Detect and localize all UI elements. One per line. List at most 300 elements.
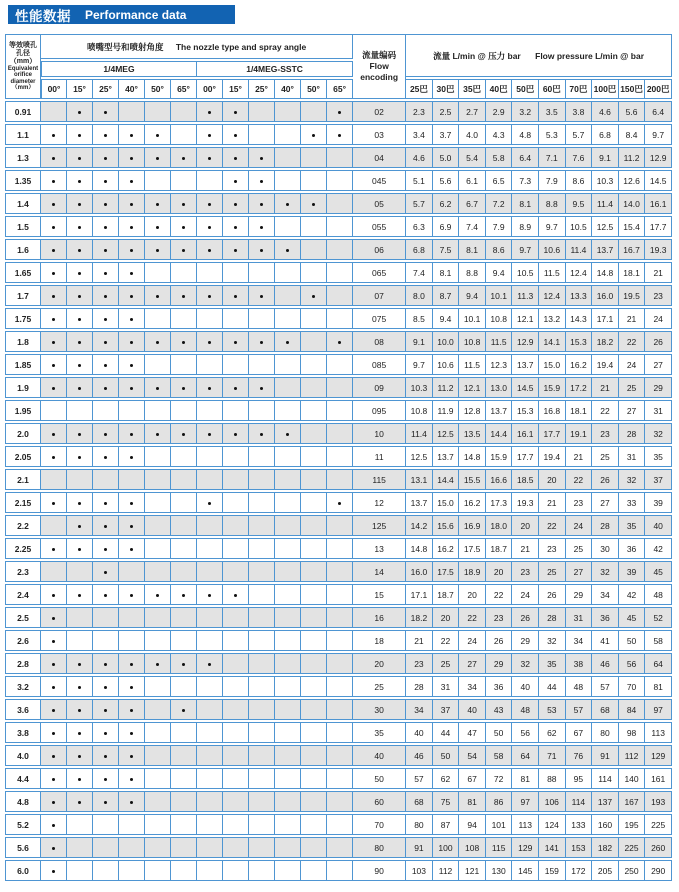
angle-availability-cell — [327, 768, 353, 789]
availability-dot — [104, 180, 107, 183]
angle-availability-cell — [67, 170, 93, 191]
angle-availability-cell — [275, 768, 301, 789]
flow-value-cell: 18.1 — [619, 262, 646, 283]
flow-value-cell: 32 — [619, 469, 646, 490]
angle-availability-cell — [327, 745, 353, 766]
flow-value-cell: 21 — [539, 492, 566, 513]
angle-availability-cell — [67, 814, 93, 835]
availability-dot — [130, 433, 133, 436]
flow-value-cell: 21 — [566, 446, 593, 467]
angle-availability-cell — [249, 745, 275, 766]
angle-availability-cell — [197, 791, 223, 812]
angle-availability-cell — [119, 791, 145, 812]
flow-value-cell: 159 — [539, 860, 566, 881]
angle-availability-cell — [301, 147, 327, 168]
flow-value-cell: 13.7 — [406, 492, 433, 513]
angle-availability-cell — [67, 423, 93, 444]
flow-value-cell: 8.9 — [512, 216, 539, 237]
availability-dot — [234, 134, 237, 137]
flow-value-cell: 48 — [512, 699, 539, 720]
angle-availability-cell — [145, 400, 171, 421]
availability-dot — [156, 594, 159, 597]
availability-dot — [234, 295, 237, 298]
angle-availability-cell — [301, 515, 327, 536]
angle-availability-cell — [41, 538, 67, 559]
flow-value-cell: 11.4 — [406, 423, 433, 444]
flow-value-cell: 39 — [645, 492, 672, 513]
angle-availability-cell — [145, 308, 171, 329]
availability-dot — [234, 249, 237, 252]
availability-dot — [130, 755, 133, 758]
flow-value-cell: 8.8 — [539, 193, 566, 214]
flow-value-cell: 5.6 — [619, 101, 646, 122]
availability-dot — [52, 617, 55, 620]
angle-availability-cell — [275, 515, 301, 536]
flow-value-cell: 3.2 — [512, 101, 539, 122]
angle-availability-cell — [275, 607, 301, 628]
angle-availability-cell — [171, 216, 197, 237]
angle-availability-cell — [145, 216, 171, 237]
flow-encoding-cell: 075 — [353, 308, 406, 329]
angle-availability-cell — [93, 446, 119, 467]
spray-angle-header: 40° — [275, 79, 301, 99]
angle-availability-cell — [93, 354, 119, 375]
flow-value-cell: 2.5 — [433, 101, 460, 122]
angle-availability-cell — [67, 101, 93, 122]
angle-availability-cell — [145, 607, 171, 628]
angle-availability-cell — [223, 446, 249, 467]
angle-availability-cell — [223, 653, 249, 674]
availability-dot — [182, 157, 185, 160]
availability-dot — [78, 364, 81, 367]
angle-availability-cell — [301, 722, 327, 743]
availability-dot — [130, 548, 133, 551]
orifice-diameter-cell: 0.91 — [5, 101, 41, 122]
angle-availability-cell — [93, 515, 119, 536]
angle-availability-cell — [301, 446, 327, 467]
angle-availability-cell — [301, 101, 327, 122]
angle-availability-cell — [301, 331, 327, 352]
angle-availability-cell — [119, 630, 145, 651]
availability-dot — [78, 525, 81, 528]
pressure-header: 40巴 — [486, 79, 513, 99]
angle-availability-cell — [41, 860, 67, 881]
angle-availability-cell — [197, 124, 223, 145]
availability-dot — [312, 134, 315, 137]
angle-availability-cell — [145, 262, 171, 283]
angle-availability-cell — [301, 699, 327, 720]
table-row — [5, 101, 672, 122]
angle-availability-cell — [223, 262, 249, 283]
flow-value-cell: 57 — [566, 699, 593, 720]
flow-value-cell: 81 — [645, 676, 672, 697]
flow-value-cell: 44 — [433, 722, 460, 743]
availability-dot — [208, 203, 211, 206]
angle-availability-cell — [93, 722, 119, 743]
flow-value-cell: 62 — [433, 768, 460, 789]
availability-dot — [234, 433, 237, 436]
flow-value-cell: 4.3 — [486, 124, 513, 145]
angle-availability-cell — [301, 124, 327, 145]
angle-availability-cell — [301, 860, 327, 881]
availability-dot — [338, 502, 341, 505]
flow-value-cell: 5.8 — [486, 147, 513, 168]
angle-availability-cell — [275, 653, 301, 674]
angle-availability-cell — [41, 101, 67, 122]
angle-availability-cell — [171, 492, 197, 513]
flow-value-cell: 130 — [486, 860, 513, 881]
angle-availability-cell — [197, 538, 223, 559]
table-row — [5, 400, 672, 421]
availability-dot — [52, 203, 55, 206]
availability-dot — [286, 203, 289, 206]
orifice-diameter-cell: 6.0 — [5, 860, 41, 881]
angle-availability-cell — [93, 860, 119, 881]
flow-value-cell: 87 — [433, 814, 460, 835]
flow-value-cell: 23 — [566, 492, 593, 513]
availability-dot — [156, 157, 159, 160]
flow-value-cell: 9.5 — [566, 193, 593, 214]
angle-availability-cell — [275, 584, 301, 605]
flow-value-cell: 12.1 — [512, 308, 539, 329]
angle-availability-cell — [197, 285, 223, 306]
section-title-bar — [8, 5, 235, 24]
spray-angle-header: 00° — [41, 79, 67, 99]
availability-dot — [156, 341, 159, 344]
flow-value-cell: 14.4 — [486, 423, 513, 444]
flow-value-cell: 101 — [486, 814, 513, 835]
angle-availability-cell — [275, 745, 301, 766]
section-title-zh: 性能数据 — [15, 8, 71, 24]
angle-availability-cell — [275, 239, 301, 260]
flow-encoding-cell: 06 — [353, 239, 406, 260]
flow-value-cell: 17.7 — [512, 446, 539, 467]
angle-availability-cell — [41, 170, 67, 191]
availability-dot — [104, 249, 107, 252]
flow-value-cell: 161 — [645, 768, 672, 789]
angle-availability-cell — [197, 331, 223, 352]
flow-value-cell: 86 — [486, 791, 513, 812]
angle-availability-cell — [145, 791, 171, 812]
availability-dot — [78, 203, 81, 206]
angle-availability-cell — [249, 101, 275, 122]
orifice-diameter-header-unit-zh: （mm） — [9, 57, 37, 65]
flow-value-cell: 40 — [512, 676, 539, 697]
flow-value-cell: 6.4 — [645, 101, 672, 122]
flow-value-cell: 2.7 — [459, 101, 486, 122]
angle-availability-cell — [67, 768, 93, 789]
angle-availability-cell — [249, 331, 275, 352]
flow-value-cell: 7.5 — [433, 239, 460, 260]
flow-value-cell: 71 — [539, 745, 566, 766]
angle-availability-cell — [327, 814, 353, 835]
availability-dot — [78, 157, 81, 160]
availability-dot — [130, 318, 133, 321]
flow-value-cell: 24 — [619, 354, 646, 375]
angle-availability-cell — [145, 193, 171, 214]
flow-value-cell: 6.1 — [459, 170, 486, 191]
angle-availability-cell — [171, 446, 197, 467]
availability-dot — [234, 226, 237, 229]
flow-value-cell: 115 — [486, 837, 513, 858]
flow-value-cell: 19.1 — [566, 423, 593, 444]
availability-dot — [182, 203, 185, 206]
angle-availability-cell — [41, 239, 67, 260]
angle-availability-cell — [301, 262, 327, 283]
flow-value-cell: 10.3 — [592, 170, 619, 191]
flow-value-cell: 50 — [433, 745, 460, 766]
flow-value-cell: 112 — [619, 745, 646, 766]
angle-availability-cell — [119, 607, 145, 628]
flow-value-cell: 8.1 — [512, 193, 539, 214]
angle-availability-cell — [93, 400, 119, 421]
availability-dot — [52, 272, 55, 275]
flow-value-cell: 14.1 — [539, 331, 566, 352]
flow-value-cell: 8.0 — [406, 285, 433, 306]
availability-dot — [208, 295, 211, 298]
table-row — [5, 837, 672, 858]
flow-value-cell: 36 — [592, 607, 619, 628]
spray-angle-header: 65° — [171, 79, 197, 99]
availability-dot — [52, 755, 55, 758]
angle-availability-cell — [249, 400, 275, 421]
angle-availability-cell — [223, 584, 249, 605]
angle-availability-cell — [41, 584, 67, 605]
flow-value-cell: 108 — [459, 837, 486, 858]
flow-value-cell: 3.8 — [566, 101, 593, 122]
flow-value-cell: 16.9 — [459, 515, 486, 536]
flow-value-cell: 27 — [619, 400, 646, 421]
availability-dot — [52, 640, 55, 643]
flow-encoding-cell: 08 — [353, 331, 406, 352]
angle-availability-cell — [93, 469, 119, 490]
angle-availability-cell — [223, 676, 249, 697]
spray-angle-header: 25° — [249, 79, 275, 99]
flow-value-cell: 25 — [433, 653, 460, 674]
availability-dot — [156, 226, 159, 229]
table-row — [5, 745, 672, 766]
angle-availability-cell — [119, 446, 145, 467]
availability-dot — [52, 732, 55, 735]
availability-dot — [104, 525, 107, 528]
availability-dot — [156, 134, 159, 137]
flow-value-cell: 17.2 — [566, 377, 593, 398]
flow-value-cell: 80 — [406, 814, 433, 835]
availability-dot — [130, 709, 133, 712]
availability-dot — [130, 801, 133, 804]
availability-dot — [156, 433, 159, 436]
angle-availability-cell — [119, 837, 145, 858]
flow-encoding-cell: 35 — [353, 722, 406, 743]
flow-value-cell: 52 — [645, 607, 672, 628]
pressure-header: 25巴 — [406, 79, 433, 99]
flow-value-cell: 23 — [592, 423, 619, 444]
angle-availability-cell — [301, 423, 327, 444]
flow-encoding-cell: 115 — [353, 469, 406, 490]
angle-availability-cell — [171, 377, 197, 398]
availability-dot — [286, 433, 289, 436]
angle-availability-cell — [249, 492, 275, 513]
angle-availability-cell — [171, 101, 197, 122]
flow-value-cell: 18.0 — [486, 515, 513, 536]
flow-encoding-cell: 04 — [353, 147, 406, 168]
angle-availability-cell — [249, 446, 275, 467]
angle-availability-cell — [275, 124, 301, 145]
flow-value-cell: 16.0 — [406, 561, 433, 582]
section-title-en: Performance data — [85, 7, 187, 22]
flow-value-cell: 14.5 — [645, 170, 672, 191]
angle-availability-cell — [301, 469, 327, 490]
angle-availability-cell — [223, 377, 249, 398]
availability-dot — [130, 387, 133, 390]
angle-availability-cell — [327, 239, 353, 260]
flow-value-cell: 18.2 — [406, 607, 433, 628]
flow-value-cell: 80 — [592, 722, 619, 743]
flow-value-cell: 114 — [592, 768, 619, 789]
table-row — [5, 538, 672, 559]
angle-availability-cell — [327, 538, 353, 559]
angle-availability-cell — [119, 400, 145, 421]
availability-dot — [208, 249, 211, 252]
angle-availability-cell — [171, 538, 197, 559]
angle-availability-cell — [145, 722, 171, 743]
flow-value-cell: 6.5 — [486, 170, 513, 191]
pressure-header: 35巴 — [459, 79, 486, 99]
angle-availability-cell — [197, 561, 223, 582]
angle-availability-cell — [145, 239, 171, 260]
angle-availability-cell — [67, 791, 93, 812]
table-row — [5, 423, 672, 444]
flow-value-cell: 42 — [619, 584, 646, 605]
flow-value-cell: 20 — [486, 561, 513, 582]
flow-value-cell: 10.5 — [512, 262, 539, 283]
flow-value-cell: 15.0 — [433, 492, 460, 513]
orifice-diameter-cell: 1.1 — [5, 124, 41, 145]
flow-value-cell: 205 — [592, 860, 619, 881]
availability-dot — [130, 732, 133, 735]
table-row — [5, 446, 672, 467]
angle-availability-cell — [327, 722, 353, 743]
flow-value-cell: 48 — [645, 584, 672, 605]
angle-availability-cell — [197, 860, 223, 881]
angle-availability-cell — [171, 170, 197, 191]
flow-value-cell: 10.0 — [433, 331, 460, 352]
flow-value-cell: 24 — [512, 584, 539, 605]
flow-value-cell: 29 — [566, 584, 593, 605]
angle-availability-cell — [67, 308, 93, 329]
table-row — [5, 515, 672, 536]
angle-availability-cell — [249, 722, 275, 743]
spray-angle-header: 25° — [93, 79, 119, 99]
angle-availability-cell — [119, 285, 145, 306]
availability-dot — [78, 778, 81, 781]
orifice-diameter-cell: 5.6 — [5, 837, 41, 858]
angle-availability-cell — [119, 193, 145, 214]
angle-availability-cell — [171, 584, 197, 605]
angle-availability-cell — [171, 285, 197, 306]
flow-value-cell: 32 — [645, 423, 672, 444]
availability-dot — [130, 686, 133, 689]
angle-availability-cell — [223, 791, 249, 812]
orifice-diameter-cell: 2.25 — [5, 538, 41, 559]
flow-value-cell: 28 — [619, 423, 646, 444]
flow-value-cell: 10.1 — [486, 285, 513, 306]
angle-availability-cell — [249, 469, 275, 490]
angle-availability-cell — [275, 538, 301, 559]
flow-encoding-header-zh: 流量编码 — [362, 50, 397, 60]
angle-availability-cell — [223, 331, 249, 352]
angle-availability-cell — [223, 147, 249, 168]
angle-availability-cell — [41, 607, 67, 628]
angle-availability-cell — [327, 492, 353, 513]
table-row — [5, 653, 672, 674]
availability-dot — [260, 433, 263, 436]
flow-value-cell: 12.6 — [619, 170, 646, 191]
flow-value-cell: 28 — [592, 515, 619, 536]
angle-availability-cell — [93, 538, 119, 559]
flow-encoding-cell: 18 — [353, 630, 406, 651]
flow-value-cell: 15.9 — [539, 377, 566, 398]
flow-value-cell: 44 — [539, 676, 566, 697]
angle-availability-cell — [67, 216, 93, 237]
table-row — [5, 791, 672, 812]
flow-value-cell: 2.9 — [486, 101, 513, 122]
availability-dot — [234, 111, 237, 114]
availability-dot — [52, 157, 55, 160]
availability-dot — [52, 341, 55, 344]
availability-dot — [52, 134, 55, 137]
angle-availability-cell — [197, 216, 223, 237]
flow-value-cell: 172 — [566, 860, 593, 881]
orifice-diameter-cell: 2.2 — [5, 515, 41, 536]
angle-availability-cell — [197, 400, 223, 421]
flow-encoding-cell: 02 — [353, 101, 406, 122]
flow-value-cell: 13.5 — [459, 423, 486, 444]
pressure-header: 50巴 — [512, 79, 539, 99]
flow-value-cell: 112 — [433, 860, 460, 881]
angle-availability-cell — [327, 791, 353, 812]
angle-availability-cell — [67, 722, 93, 743]
orifice-diameter-cell: 2.3 — [5, 561, 41, 582]
flow-value-cell: 6.2 — [433, 193, 460, 214]
flow-value-cell: 38 — [566, 653, 593, 674]
flow-value-cell: 20 — [433, 607, 460, 628]
flow-value-cell: 24 — [566, 515, 593, 536]
angle-availability-cell — [119, 101, 145, 122]
angle-availability-cell — [275, 860, 301, 881]
flow-value-cell: 8.1 — [433, 262, 460, 283]
flow-value-cell: 12.4 — [539, 285, 566, 306]
performance-table — [5, 32, 672, 883]
flow-encoding-cell: 30 — [353, 699, 406, 720]
availability-dot — [104, 456, 107, 459]
angle-availability-cell — [249, 262, 275, 283]
table-row — [5, 147, 672, 168]
spray-angle-header: 50° — [145, 79, 171, 99]
table-row — [5, 377, 672, 398]
flow-value-cell: 15.9 — [486, 446, 513, 467]
availability-dot — [78, 502, 81, 505]
flow-value-cell: 25 — [566, 538, 593, 559]
angle-availability-cell — [275, 699, 301, 720]
orifice-diameter-cell: 4.4 — [5, 768, 41, 789]
angle-availability-cell — [119, 561, 145, 582]
availability-dot — [312, 203, 315, 206]
flow-value-cell: 12.9 — [512, 331, 539, 352]
angle-availability-cell — [327, 653, 353, 674]
angle-availability-cell — [93, 676, 119, 697]
angle-availability-cell — [145, 538, 171, 559]
